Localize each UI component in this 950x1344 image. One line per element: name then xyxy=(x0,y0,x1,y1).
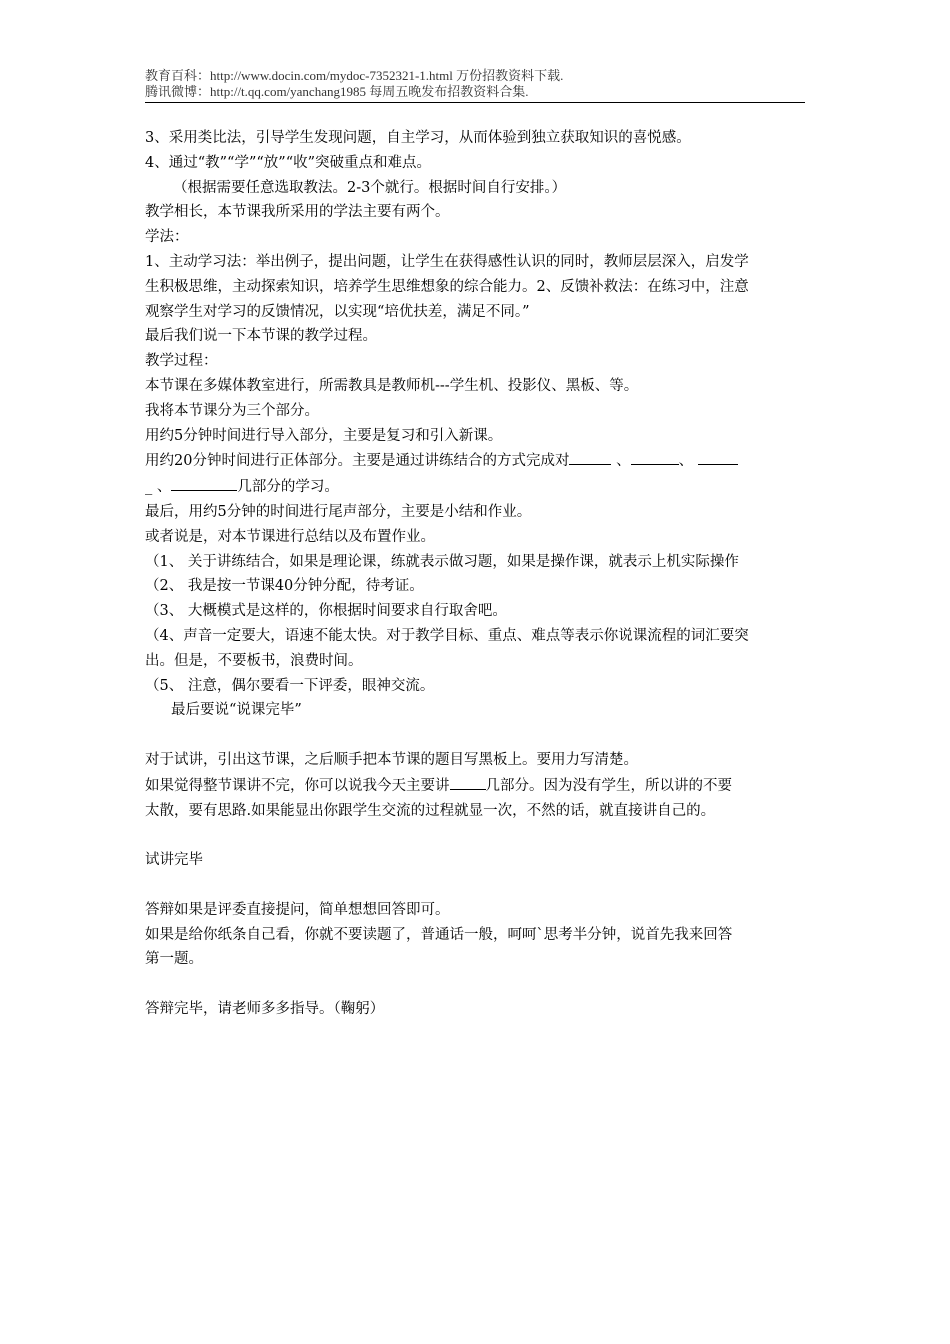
defense-1: 答辩如果是评委直接提问，简单想想回答即可。 xyxy=(145,901,450,918)
spacer xyxy=(145,723,807,748)
process-main-part xyxy=(145,448,807,474)
trial-2-end: 几部分。因为没有学生，所以讲的不要 xyxy=(485,777,732,794)
study-line-2: 生积极思维，主动探索知识，培养学生思维想象的综合能力。2、反馈补救法：在练习中，注意 xyxy=(145,278,749,295)
separator: 、 xyxy=(678,453,694,470)
trial-2 xyxy=(145,773,807,799)
spacer xyxy=(145,823,807,848)
trial-2-start: 如果觉得整节课讲不完，你可以说我今天主要讲 xyxy=(145,777,450,794)
trial-end: 试讲完毕 xyxy=(145,852,203,869)
main-part-end: 几部分的学习。 xyxy=(237,479,339,496)
blank-line xyxy=(631,448,679,465)
method-3: 3、采用类比法，引导学生发现问题，自主学习，从而体验到独立获取知识的喜悦感。 xyxy=(145,130,691,146)
note-4-line-1: （4、声音一定要大，语速不能太快。对于教学目标、重点、难点等表示你说课流程的词汇要突 xyxy=(145,627,749,644)
study-line-3: 观察学生对学习的反馈情况，以实现“培优扶差，满足不同。” xyxy=(145,303,530,320)
note-4-line-2: 出。但是，不要板书，浪费时间。 xyxy=(145,652,363,669)
process-intro: 最后我们说一下本节课的教学过程。 xyxy=(145,328,377,345)
note-3: （3、 大概模式是这样的，你根据时间要求自行取舍吧。 xyxy=(145,603,507,620)
process-summary: 或者说是，对本节课进行总结以及布置作业。 xyxy=(145,528,435,545)
process-heading: 教学过程： xyxy=(145,353,218,370)
blank-line xyxy=(698,448,738,465)
process-end-part: 最后，用约5分钟的时间进行尾声部分，主要是小结和作业。 xyxy=(145,503,532,520)
page-header xyxy=(145,68,805,103)
defense-2-line-2: 第一题。 xyxy=(145,951,203,968)
process-main-part-cont xyxy=(145,474,807,500)
closing-line: 最后要说“说课完毕” xyxy=(171,702,302,719)
blank-line xyxy=(569,448,611,465)
spacer xyxy=(145,873,807,898)
defense-end: 答辩完毕，请老师多多指导。（鞠躬） xyxy=(145,1000,385,1017)
note-1: （1、 关于讲练结合，如果是理论课，练就表示做习题，如果是操作课，就表示上机实际操作 xyxy=(145,553,739,570)
header-line-docin: 教育百科：http://www.docin.com/mydoc-7352321-1.html 万份招教资料下载. xyxy=(145,68,564,83)
note-5: （5、 注意，偶尔要看一下评委，眼神交流。 xyxy=(145,677,435,694)
blank-line xyxy=(171,474,237,491)
header-line-weibo: 腾讯微博：http://t.qq.com/yanchang1985 每周五晚发布招教资料合集. xyxy=(145,84,529,99)
trial-1: 对于试讲，引出这节课，之后顺手把本节课的题目写黑板上。要用力写清楚。 xyxy=(145,751,638,768)
spacer xyxy=(145,972,807,997)
note-2: （2、 我是按一节课40分钟分配，待考证。 xyxy=(145,578,424,595)
main-part-text: 用约20分钟时间进行正体部分。主要是通过讲练结合的方式完成对 xyxy=(145,453,570,470)
blank-line xyxy=(450,773,486,790)
separator: 、 xyxy=(616,453,631,470)
trial-3: 太散，要有思路.如果能显出你跟学生交流的过程就显一次，不然的话，就直接讲自己的。 xyxy=(145,802,716,819)
method-note: （根据需要任意选取教法。2-3个就行。根据时间自行安排。） xyxy=(173,179,567,196)
method-4: 4、通过“教”“学”“放”“收”突破重点和难点。 xyxy=(145,154,432,171)
blank-tail: _ 、 xyxy=(145,479,172,496)
study-heading: 学法： xyxy=(145,229,189,246)
document-body xyxy=(145,126,807,1022)
process-equipment: 本节课在多媒体教室进行，所需教具是教师机---学生机、投影仪、黑板、等。 xyxy=(145,377,639,394)
defense-2-line-1: 如果是给你纸条自己看，你就不要读题了，普通话一般，呵呵`思考半分钟，说首先我来回答 xyxy=(145,926,733,943)
study-intro: 教学相长，本节课我所采用的学法主要有两个。 xyxy=(145,204,450,221)
process-intro-part: 用约5分钟时间进行导入部分，主要是复习和引入新课。 xyxy=(145,427,503,444)
process-parts: 我将本节课分为三个部分。 xyxy=(145,402,319,419)
study-line-1: 1、主动学习法：举出例子，提出问题，让学生在获得感性认识的同时，教师层层深入，启发学 xyxy=(145,253,749,270)
